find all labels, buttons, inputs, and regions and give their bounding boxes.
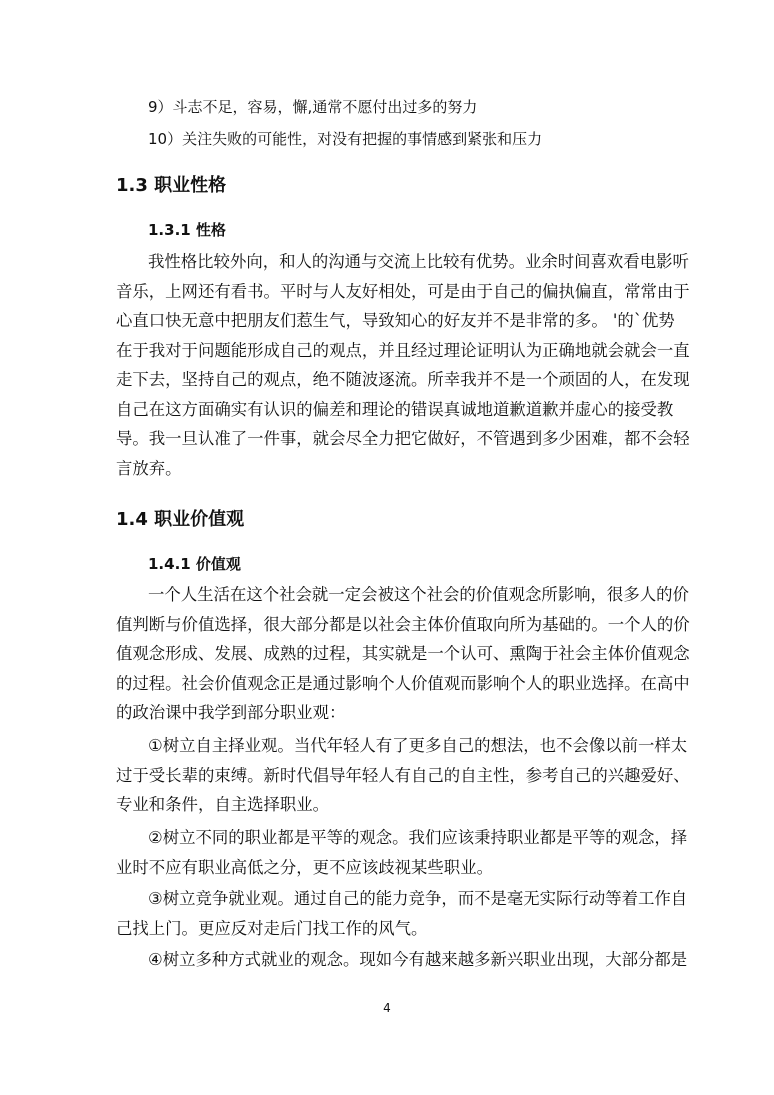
paragraph-line: 过于受长辈的束缚。新时代倡导年轻人有自己的自主性，参考自己的兴趣爱好、 [116, 765, 690, 785]
paragraph-line: 己找上门。更应反对走后门找工作的风气。 [116, 918, 428, 938]
section-heading-1-4: 1.4 职业价值观 [116, 509, 245, 530]
section-heading-1-3: 1.3 职业性格 [116, 175, 227, 196]
paragraph-line: ①树立自主择业观。当代年轻人有了更多自己的想法，也不会像以前一样太 [148, 736, 688, 755]
paragraph-line: ③树立竞争就业观。通过自己的能力竞争，而不是毫无实际行动等着工作自 [148, 889, 688, 908]
paragraph-line: 我性格比较外向，和人的沟通与交流上比较有优势。业余时间喜欢看电影听 [148, 252, 689, 271]
paragraph-line: 值判断与价值选择，很大部分都是以社会主体价值取向所为基础的。一个人的价 [116, 614, 690, 634]
paragraph-line: 在于我对于问题能形成自己的观点，并且经过理论证明认为正确地就会就会一直 [116, 340, 690, 360]
paragraph-personality [116, 247, 690, 483]
paragraph-line: 的过程。社会价值观念正是通过影响个人价值观而影响个人的职业选择。在高中 [116, 673, 690, 693]
paragraph-point-3 [116, 884, 688, 943]
paragraph-values-intro [116, 580, 690, 728]
paragraph-point-1 [116, 731, 690, 820]
paragraph-line: 言放弃。 [116, 458, 182, 478]
paragraph-line: 一个人生活在这个社会就一定会被这个社会的价值观念所影响，很多人的价 [148, 585, 689, 604]
list-item-9: 9）斗志不足，容易，懈,通常不愿付出过多的努力 [148, 98, 478, 116]
paragraph-line: 的政治课中我学到部分职业观： [116, 703, 346, 722]
subsection-heading-1-3-1: 1.3.1 性格 [148, 221, 226, 239]
page-number: 4 [383, 1001, 391, 1015]
paragraph-line: ②树立不同的职业都是平等的观念。我们应该秉持职业都是平等的观念，择 [148, 828, 688, 847]
paragraph-point-2 [116, 823, 688, 882]
paragraph-line: 导。我一旦认准了一件事，就会尽全力把它做好，不管遇到多少困难，都不会轻 [116, 429, 690, 448]
paragraph-line: 专业和条件，自主选择职业。 [116, 795, 330, 814]
paragraph-line: 业时不应有职业高低之分，更不应该歧视某些职业。 [116, 857, 493, 877]
paragraph-line: 走下去，坚持自己的观点，绝不随波逐流。所幸我并不是一个顽固的人，在发现 [116, 370, 690, 389]
list-item-10: 10）关注失败的可能性，对没有把握的事情感到紧张和压力 [148, 130, 543, 148]
paragraph-line: 音乐，上网还有看书。平时与人友好相处，可是由于自己的偏执偏直，常常由于 [116, 281, 690, 301]
paragraph-point-4 [116, 945, 688, 975]
paragraph-line: ④树立多种方式就业的观念。现如今有越来越多新兴职业出现，大部分都是 [148, 950, 688, 969]
paragraph-line: 心直口快无意中把朋友们惹生气，导致知心的好友并不是非常的多。 '的`优势 [116, 311, 675, 330]
subsection-heading-1-4-1: 1.4.1 价值观 [148, 555, 241, 573]
paragraph-line: 值观念形成、发展、成熟的过程，其实就是一个认可、熏陶于社会主体价值观念 [116, 644, 690, 663]
paragraph-line: 自己在这方面确实有认识的偏差和理论的错误真诚地道歉道歉并虚心的接受教 [116, 399, 674, 419]
